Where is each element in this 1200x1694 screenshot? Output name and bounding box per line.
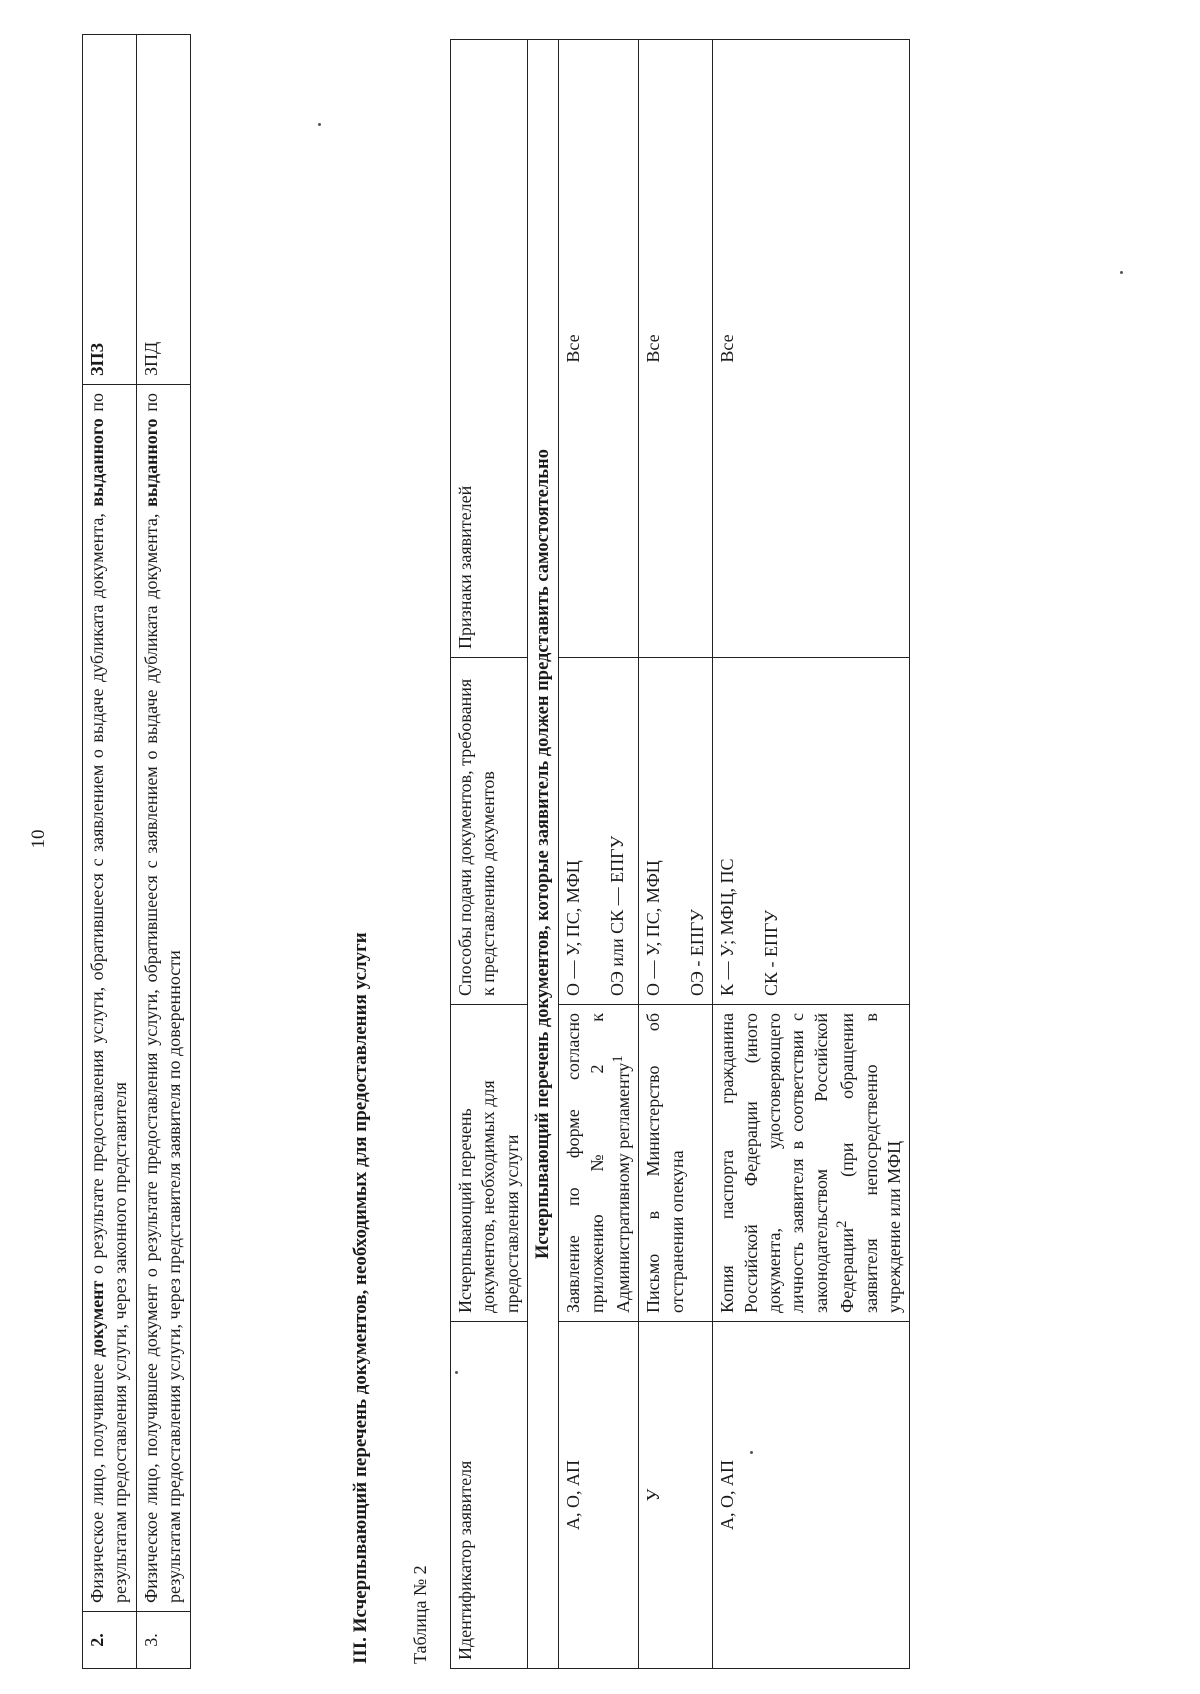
span-cell: Исчерпывающий перечень документов, которые заявитель должен представить самостоятельно — [528, 40, 559, 1669]
scan-speck — [318, 123, 321, 126]
table-row — [559, 40, 639, 1669]
table-row — [136, 35, 190, 1669]
applicant-code: ЗПЗ — [83, 35, 137, 385]
applicant-description: Физическое лицо, получившее документ о результате предоставления услуги, обратившееся с заявлением о выдаче дубликата документа, выданного по результатам предоставления услуги, через представителя заявителя по доверенности — [136, 385, 190, 1612]
header-cell: Признаки заявителей — [451, 40, 528, 658]
header-cell: Идентификатор заявителя — [451, 1322, 528, 1669]
footnote-ref: 2 — [834, 1220, 851, 1228]
row-number: 2. — [83, 1612, 137, 1669]
methods-cell: К — У; МФЦ, ПС СК - ЕПГУ — [713, 658, 910, 1005]
signs-cell: Все — [713, 40, 910, 658]
applicant-description: Физическое лицо, получившее документ о результате предоставления услуги, обратившееся с заявлением о выдаче дубликата документа, выданного по результатам предоставления услуги, через законного представителя — [83, 385, 137, 1612]
table-row — [639, 40, 713, 1669]
scan-speck — [750, 1451, 753, 1454]
applicants-table — [82, 34, 191, 1669]
doc-cell: Заявление по форме согласно приложению № 2 к Административному регламенту$^1$ — [559, 1005, 639, 1322]
scan-speck — [455, 1371, 458, 1374]
scan-speck — [1120, 271, 1123, 274]
table-label: Таблица № 2 — [410, 1565, 430, 1664]
signs-cell: Все — [559, 40, 639, 658]
methods-cell: О — У, ПС, МФЦ ОЭ - ЕПГУ — [639, 658, 713, 1005]
page-number: 10 — [28, 829, 49, 849]
section-title: III. Исчерпывающий перечень документов, необходимых для предоставления услуги — [350, 932, 371, 1664]
methods-cell: О — У, ПС, МФЦ ОЭ или СК — ЕПГУ — [559, 658, 639, 1005]
footnote-ref: 1 — [610, 1055, 626, 1063]
applicant-code: ЗПД — [136, 35, 190, 385]
id-cell: У — [639, 1322, 713, 1669]
signs-cell: Все — [639, 40, 713, 658]
header-row — [451, 40, 528, 1669]
span-row — [528, 40, 559, 1669]
id-cell: А, О, АП — [559, 1322, 639, 1669]
doc-cell: Письмо в Министерство об отстранении опекуна — [639, 1005, 713, 1322]
row-number: 3. — [136, 1612, 190, 1669]
table-row — [83, 35, 137, 1669]
table-row — [713, 40, 910, 1669]
documents-table — [450, 39, 910, 1669]
header-cell: Способы подачи документов, требования к представлению документов — [451, 658, 528, 1005]
header-cell: Исчерпывающий перечень документов, необходимых для предоставления услуги — [451, 1005, 528, 1322]
doc-cell: Копия паспорта гражданина Российской Федерации (иного документа, удостоверяющего личность заявителя в соответствии с законодательством Российской Федерации$^2$ (при обращении заявителя непосредственно в учреждение или МФЦ — [713, 1005, 910, 1322]
id-cell: А, О, АП — [713, 1322, 910, 1669]
